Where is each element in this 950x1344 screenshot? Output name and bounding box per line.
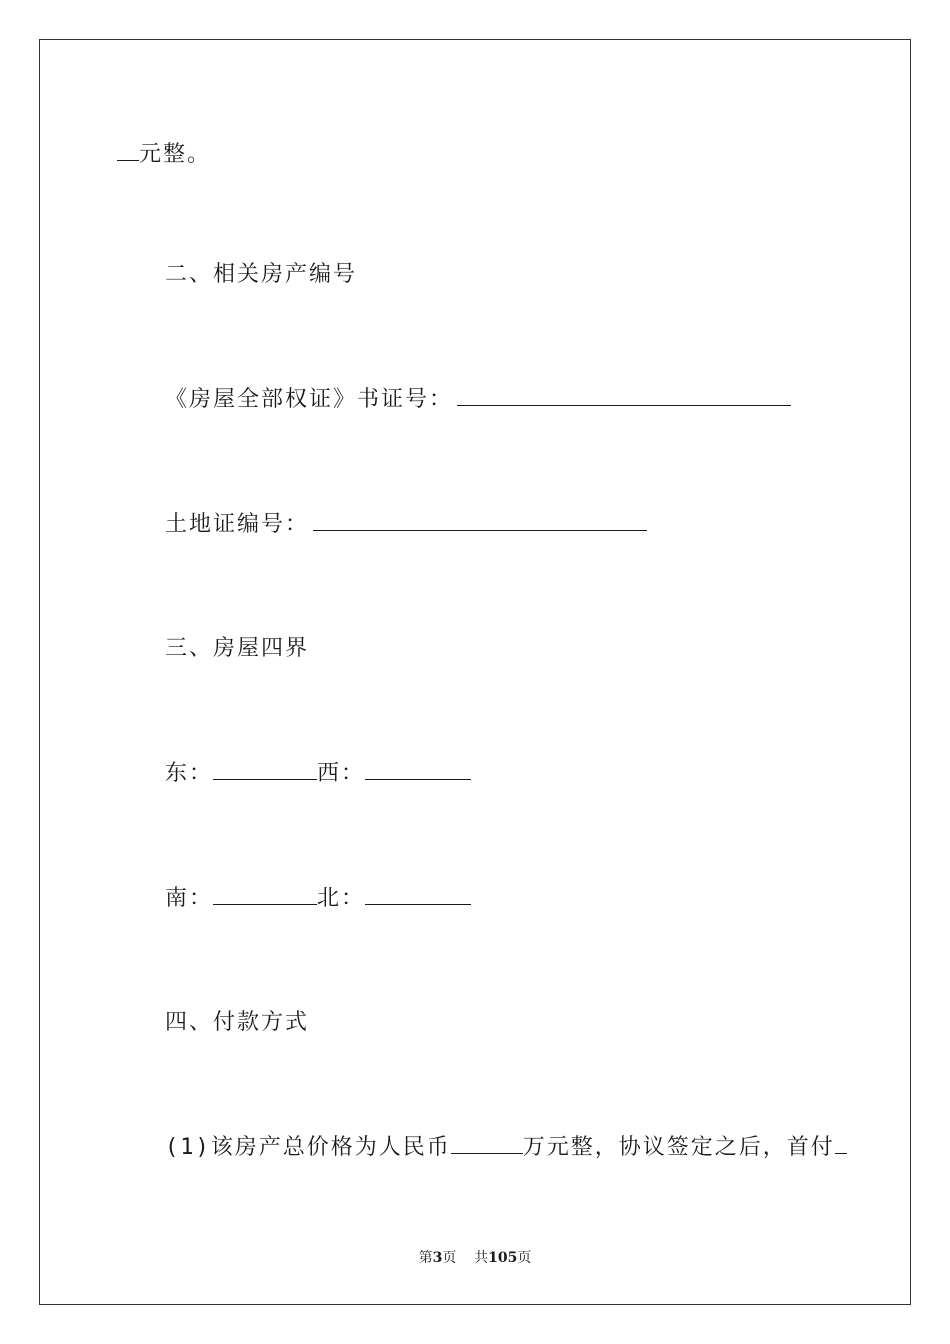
total-prefix: 共: [474, 1250, 489, 1266]
heading-text: 三、房屋四界: [165, 636, 310, 661]
cert-number-blank: [457, 387, 791, 406]
heading-text: 二、相关房产编号: [165, 262, 358, 287]
text-line-payment: [165, 1135, 847, 1161]
section-heading-4: [165, 1010, 309, 1036]
page-suffix: 页: [442, 1250, 457, 1266]
page-number: 3: [432, 1250, 443, 1266]
cert-label: 《房屋全部权证》书证号：: [165, 387, 454, 412]
text-line-east-west: [165, 761, 471, 787]
text-line-land-number: [165, 512, 647, 538]
west-blank: [365, 761, 471, 780]
page-border: [39, 39, 911, 1305]
west-label: 西：: [317, 761, 366, 786]
north-blank: [365, 886, 471, 905]
total-suffix: 页: [517, 1250, 532, 1266]
north-label: 北：: [317, 886, 366, 911]
land-number-blank: [313, 512, 647, 531]
page-footer: [0, 1247, 950, 1267]
line-text: 元整。: [139, 142, 212, 167]
south-blank: [213, 886, 317, 905]
south-label: 南：: [165, 886, 214, 911]
text-line-south-north: [165, 886, 471, 912]
land-label: 土地证编号：: [165, 512, 310, 537]
page-prefix: 第: [418, 1250, 433, 1266]
section-heading-2: [165, 262, 357, 288]
text-line-amount-end: [117, 142, 211, 168]
east-label: 东：: [165, 761, 214, 786]
east-blank: [213, 761, 317, 780]
price-blank: [451, 1135, 523, 1154]
fill-blank: [117, 142, 139, 161]
heading-text: 四、付款方式: [165, 1010, 310, 1035]
total-pages: 105: [488, 1250, 518, 1266]
text-line-cert-number: [165, 387, 791, 413]
payment-middle: 万元整，协议签定之后，首付: [522, 1135, 835, 1160]
section-heading-3: [165, 636, 309, 662]
down-payment-blank: [835, 1135, 847, 1154]
payment-prefix: (1)该房产总价格为人民币: [165, 1135, 451, 1160]
